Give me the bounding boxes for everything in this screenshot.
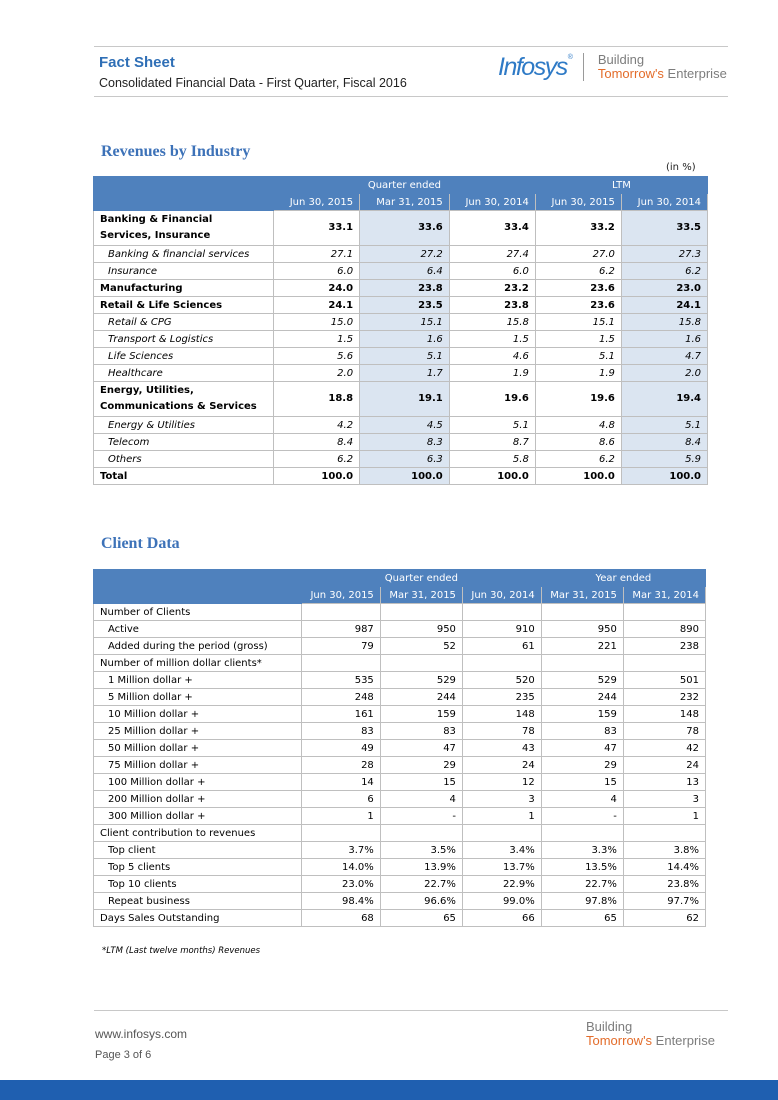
client-cell: 244 [541,689,623,706]
client-row-label: Added during the period (gross) [94,638,302,655]
industry-cell: 6.2 [274,451,360,468]
client-row-label: 1 Million dollar + [94,672,302,689]
client-row-label: 10 Million dollar + [94,706,302,723]
client-cell: 3.4% [462,842,541,859]
footer-tagline-line-2 [586,1034,715,1048]
client-cell: 13.9% [380,859,462,876]
client-row [94,859,706,876]
industry-cell: 15.0 [274,314,360,331]
client-cell: 79 [302,638,381,655]
client-row [94,893,706,910]
client-row-label: Number of million dollar clients* [94,655,302,672]
industry-cell: 1.6 [360,331,450,348]
industry-cell: 33.1 [274,211,360,246]
client-row-label: 100 Million dollar + [94,774,302,791]
industry-row [94,314,708,331]
industry-cell: 100.0 [621,468,707,485]
industry-cell: 15.1 [360,314,450,331]
client-cell: 52 [380,638,462,655]
client-cell: 950 [380,621,462,638]
industry-row [94,417,708,434]
client-cell: 61 [462,638,541,655]
footer-color-bar [0,1080,778,1100]
page-number: Page 3 of 6 [95,1049,152,1061]
industry-row [94,365,708,382]
industry-cell: 23.8 [360,280,450,297]
footer-tagline-highlight: Tomorrow's [586,1033,653,1048]
client-cell: 97.7% [623,893,705,910]
logo-registered-mark: ® [567,53,573,61]
client-cell: 22.7% [380,876,462,893]
industry-cell: 24.1 [274,297,360,314]
industry-cell: 33.6 [360,211,450,246]
industry-col-header: Mar 31, 2015 [360,194,450,211]
client-cell: 15 [380,774,462,791]
client-row-label: Top 5 clients [94,859,302,876]
client-cell: 3.3% [541,842,623,859]
tagline-line-2 [598,67,727,81]
client-cell: 987 [302,621,381,638]
industry-cell: 33.2 [535,211,621,246]
client-row-label: Top 10 clients [94,876,302,893]
client-row [94,876,706,893]
industry-row-label: Retail & Life Sciences [94,297,274,314]
client-cell: 49 [302,740,381,757]
client-row [94,842,706,859]
client-row-label: Days Sales Outstanding [94,910,302,927]
infosys-logo [498,50,727,84]
industry-row [94,382,708,417]
industry-section-title: Revenues by Industry [101,143,251,160]
client-cell [462,825,541,842]
client-cell: 28 [302,757,381,774]
client-section-title: Client Data [101,535,180,552]
industry-cell: 19.1 [360,382,450,417]
client-cell: 3 [462,791,541,808]
industry-row-label: Life Sciences [94,348,274,365]
industry-cell: 27.4 [449,246,535,263]
industry-row [94,348,708,365]
client-cell: 83 [380,723,462,740]
client-col-header: Mar 31, 2015 [541,587,623,604]
industry-cell: 23.2 [449,280,535,297]
client-cell: 520 [462,672,541,689]
client-cell: 29 [541,757,623,774]
client-cell: 501 [623,672,705,689]
industry-cell: 2.0 [274,365,360,382]
industry-cell: 5.1 [535,348,621,365]
client-cell: 42 [623,740,705,757]
logo-divider [583,53,584,81]
client-cell [541,604,623,621]
client-row [94,740,706,757]
industry-cell: 6.2 [621,263,707,280]
industry-cell: 1.7 [360,365,450,382]
client-cell: 98.4% [302,893,381,910]
client-cell: 244 [380,689,462,706]
client-cell: 22.7% [541,876,623,893]
industry-row [94,297,708,314]
industry-col-header: Jun 30, 2014 [621,194,707,211]
industry-cell: 5.6 [274,348,360,365]
client-data-table [93,569,706,927]
industry-row-label: Energy & Utilities [94,417,274,434]
industry-col-header: Jun 30, 2015 [535,194,621,211]
industry-row-label: Energy, Utilities, Communications & Services [94,382,274,417]
client-row [94,910,706,927]
industry-cell: 15.8 [621,314,707,331]
industry-cell: 8.4 [621,434,707,451]
industry-cell: 18.8 [274,382,360,417]
industry-row-label: Total [94,468,274,485]
client-cell: 23.8% [623,876,705,893]
industry-cell: 6.3 [360,451,450,468]
client-cell: 14.4% [623,859,705,876]
client-col-header: Mar 31, 2014 [623,587,705,604]
client-col-header: Mar 31, 2015 [380,587,462,604]
industry-row [94,263,708,280]
industry-cell: 8.7 [449,434,535,451]
client-cell: 68 [302,910,381,927]
client-row [94,723,706,740]
industry-cell: 27.2 [360,246,450,263]
footer-rule [94,1010,728,1011]
client-row-label: Top client [94,842,302,859]
industry-cell: 23.6 [535,280,621,297]
footnote: *LTM (Last twelve months) Revenues [102,946,261,956]
page-title: Fact Sheet [99,54,175,71]
industry-cell: 5.1 [360,348,450,365]
client-row [94,604,706,621]
industry-cell: 8.3 [360,434,450,451]
client-cell: 148 [462,706,541,723]
industry-cell: 33.5 [621,211,707,246]
client-row-label: Active [94,621,302,638]
industry-cell: 100.0 [535,468,621,485]
industry-row [94,246,708,263]
industry-row-label: Healthcare [94,365,274,382]
client-cell: 238 [623,638,705,655]
client-row-label: 75 Million dollar + [94,757,302,774]
client-row [94,808,706,825]
client-cell: 13.5% [541,859,623,876]
industry-row [94,434,708,451]
industry-cell: 23.0 [621,280,707,297]
client-cell: 24 [462,757,541,774]
client-cell: 529 [380,672,462,689]
client-row [94,672,706,689]
industry-group-ltm: LTM [535,177,707,194]
industry-revenue-table [93,176,708,485]
client-row-label: 300 Million dollar + [94,808,302,825]
industry-cell: 6.2 [535,451,621,468]
client-cell: 24 [623,757,705,774]
client-row-label: Repeat business [94,893,302,910]
client-corner-cell [94,570,302,604]
industry-cell: 23.8 [449,297,535,314]
client-cell: 159 [541,706,623,723]
client-cell: 4 [380,791,462,808]
footer-tagline-rest: Enterprise [652,1033,715,1048]
client-cell: 22.9% [462,876,541,893]
industry-cell: 24.1 [621,297,707,314]
client-cell [623,825,705,842]
client-col-header: Jun 30, 2015 [302,587,381,604]
client-cell [623,655,705,672]
industry-cell: 100.0 [360,468,450,485]
client-row [94,655,706,672]
industry-cell: 8.6 [535,434,621,451]
industry-cell: 27.0 [535,246,621,263]
client-cell: 3 [623,791,705,808]
client-row [94,774,706,791]
client-row [94,621,706,638]
industry-cell: 1.5 [449,331,535,348]
industry-row-label: Banking & Financial Services, Insurance [94,211,274,246]
industry-cell: 100.0 [274,468,360,485]
client-cell: 910 [462,621,541,638]
tagline-line-1: Building [597,52,645,67]
client-cell: 43 [462,740,541,757]
industry-row-label: Manufacturing [94,280,274,297]
industry-row-label: Retail & CPG [94,314,274,331]
client-cell: 96.6% [380,893,462,910]
industry-cell: 5.1 [449,417,535,434]
industry-cell: 27.1 [274,246,360,263]
industry-cell: 5.9 [621,451,707,468]
client-cell: 529 [541,672,623,689]
client-row-label: 50 Million dollar + [94,740,302,757]
client-cell: 78 [623,723,705,740]
client-cell [380,825,462,842]
client-group-quarter: Quarter ended [302,570,542,587]
client-cell: 3.5% [380,842,462,859]
client-cell: 890 [623,621,705,638]
client-row [94,791,706,808]
client-cell: 66 [462,910,541,927]
header-top-rule [94,46,728,47]
client-cell: 535 [302,672,381,689]
client-cell [302,825,381,842]
footer-tagline-line-1: Building [586,1019,633,1034]
client-cell [623,604,705,621]
industry-cell: 15.1 [535,314,621,331]
client-row [94,757,706,774]
client-cell: 3.8% [623,842,705,859]
industry-unit-label: (in %) [666,162,696,173]
industry-cell: 33.4 [449,211,535,246]
industry-corner-cell [94,177,274,211]
client-cell [380,655,462,672]
client-cell: 248 [302,689,381,706]
industry-col-header: Jun 30, 2015 [274,194,360,211]
industry-cell: 19.6 [449,382,535,417]
client-cell: 148 [623,706,705,723]
industry-row [94,331,708,348]
industry-cell: 2.0 [621,365,707,382]
client-row [94,638,706,655]
client-cell: 232 [623,689,705,706]
client-cell: 78 [462,723,541,740]
client-row [94,825,706,842]
client-group-year: Year ended [541,570,705,587]
client-row [94,689,706,706]
industry-cell: 19.4 [621,382,707,417]
industry-cell: 8.4 [274,434,360,451]
industry-cell: 6.4 [360,263,450,280]
client-cell: 6 [302,791,381,808]
client-cell [541,655,623,672]
logo-wordmark: Infosys [498,52,567,81]
client-cell: 65 [380,910,462,927]
client-row-label: 5 Million dollar + [94,689,302,706]
client-cell: 1 [302,808,381,825]
industry-cell: 100.0 [449,468,535,485]
industry-cell: 4.8 [535,417,621,434]
industry-cell: 1.9 [449,365,535,382]
industry-cell: 15.8 [449,314,535,331]
client-cell: 13 [623,774,705,791]
industry-cell: 6.0 [449,263,535,280]
industry-col-header: Jun 30, 2014 [449,194,535,211]
client-cell: 15 [541,774,623,791]
client-cell [302,655,381,672]
client-cell [462,604,541,621]
client-cell: 23.0% [302,876,381,893]
client-cell: - [541,808,623,825]
tagline-highlight: Tomorrow's [597,66,664,81]
client-cell: 159 [380,706,462,723]
industry-cell: 19.6 [535,382,621,417]
industry-row [94,468,708,485]
client-cell: 14.0% [302,859,381,876]
industry-cell: 4.2 [274,417,360,434]
client-cell: 161 [302,706,381,723]
footer-url[interactable]: www.infosys.com [95,1027,188,1041]
industry-row-label: Telecom [94,434,274,451]
client-cell: 47 [380,740,462,757]
tagline-rest: Enterprise [663,66,727,81]
client-cell: 29 [380,757,462,774]
industry-cell: 6.2 [535,263,621,280]
industry-cell: 27.3 [621,246,707,263]
client-cell [462,655,541,672]
client-cell: 12 [462,774,541,791]
industry-cell: 4.7 [621,348,707,365]
industry-cell: 1.5 [535,331,621,348]
client-cell: 1 [623,808,705,825]
client-cell: 97.8% [541,893,623,910]
client-row-label: Number of Clients [94,604,302,621]
industry-cell: 4.5 [360,417,450,434]
industry-cell: 6.0 [274,263,360,280]
client-cell: 14 [302,774,381,791]
client-col-header: Jun 30, 2014 [462,587,541,604]
industry-row-label: Insurance [94,263,274,280]
client-cell: 62 [623,910,705,927]
client-cell: 99.0% [462,893,541,910]
industry-cell: 5.8 [449,451,535,468]
client-cell [380,604,462,621]
client-cell: 235 [462,689,541,706]
client-cell: 47 [541,740,623,757]
industry-cell: 1.6 [621,331,707,348]
client-row-label: 25 Million dollar + [94,723,302,740]
client-cell: 65 [541,910,623,927]
industry-row-label: Transport & Logistics [94,331,274,348]
client-cell: 13.7% [462,859,541,876]
client-cell [302,604,381,621]
client-cell: 4 [541,791,623,808]
industry-row-label: Banking & financial services [94,246,274,263]
client-cell: 83 [541,723,623,740]
client-cell: 3.7% [302,842,381,859]
footer-tagline [586,1020,715,1048]
industry-cell: 23.5 [360,297,450,314]
client-cell [541,825,623,842]
client-row-label: Client contribution to revenues [94,825,302,842]
industry-row [94,451,708,468]
industry-cell: 1.9 [535,365,621,382]
industry-row [94,211,708,246]
industry-cell: 1.5 [274,331,360,348]
header-bottom-rule [94,96,728,97]
industry-group-quarter: Quarter ended [274,177,536,194]
client-cell: 950 [541,621,623,638]
industry-cell: 4.6 [449,348,535,365]
client-cell: 221 [541,638,623,655]
client-cell: - [380,808,462,825]
industry-cell: 5.1 [621,417,707,434]
client-cell: 1 [462,808,541,825]
industry-row-label: Others [94,451,274,468]
client-row [94,706,706,723]
client-cell: 83 [302,723,381,740]
industry-cell: 24.0 [274,280,360,297]
industry-row [94,280,708,297]
page-subtitle: Consolidated Financial Data - First Quarter, Fiscal 2016 [99,76,407,90]
client-row-label: 200 Million dollar + [94,791,302,808]
industry-cell: 23.6 [535,297,621,314]
header-tagline [598,53,727,81]
